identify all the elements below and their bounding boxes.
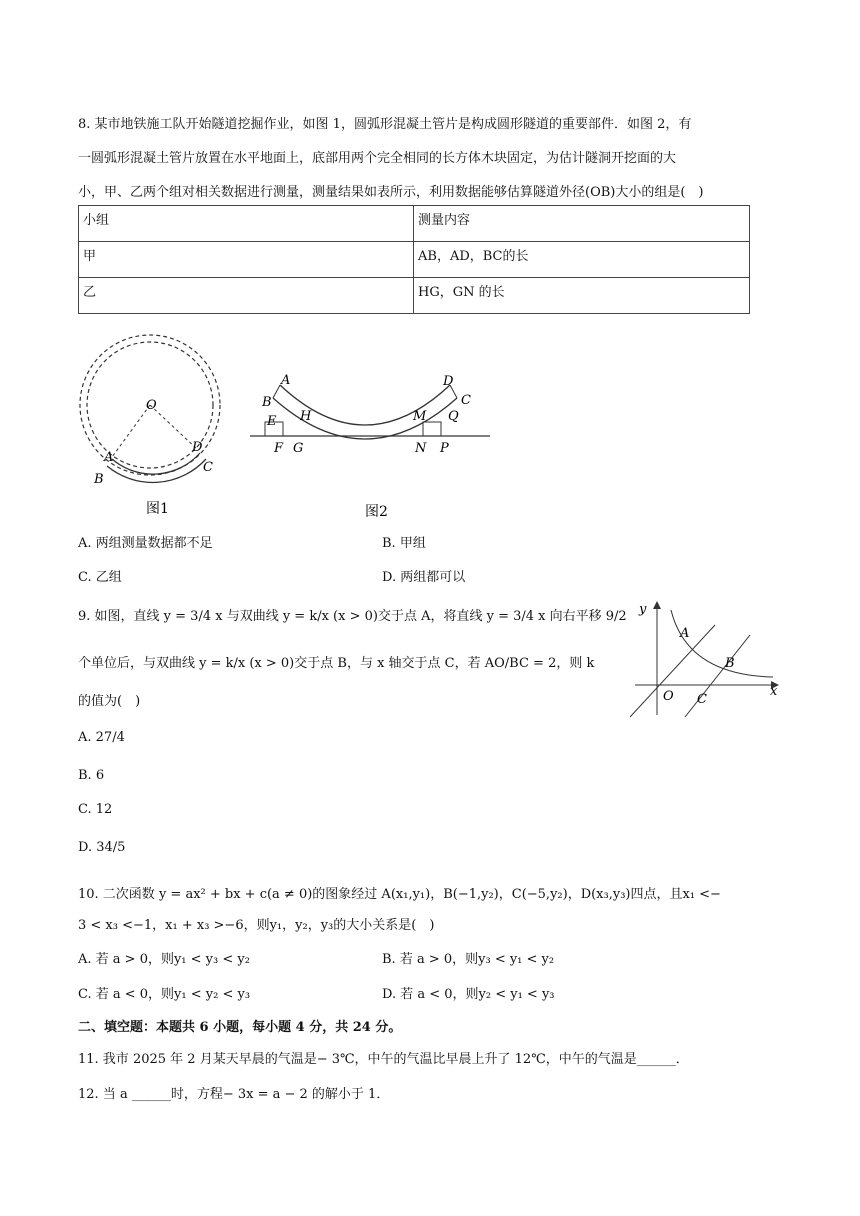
q10-option-b: B. 若 a > 0，则y₃ < y₁ < y₂	[382, 952, 555, 967]
q8-line3: 小，甲、乙两个组对相关数据进行测量，测量结果如表所示，利用数据能够估算隧道外径(OB)大小的组是( )	[78, 185, 704, 200]
q9-option-c: C. 12	[78, 802, 113, 817]
table-row	[79, 206, 750, 242]
fig2-label: G	[293, 441, 304, 456]
fig2-label: D	[443, 374, 454, 389]
fig2-label: H	[300, 409, 312, 424]
table-header-content: 测量内容	[414, 206, 750, 242]
q9-option-b: B. 6	[78, 768, 105, 783]
q8-line2: 一圆弧形混凝土管片放置在水平地面上，底部用两个完全相同的长方体木块固定，为估计隧洞开挖面的大	[78, 151, 677, 166]
fig2-label: Q	[448, 409, 459, 424]
q9-line3: 的值为( )	[78, 694, 141, 709]
q9-graph-label: O	[663, 689, 674, 704]
q10-line1: 10. 二次函数 y = ax² + bx + c(a ≠ 0)的图象经过 A(x₁,y₁)，B(−1,y₂)，C(−5,y₂)，D(x₃,y₃)四点，且x₁ <−	[78, 887, 721, 902]
q9-graph-label: A	[680, 626, 690, 641]
table-row	[79, 242, 750, 278]
table-cell: AB，AD，BC的长	[414, 242, 750, 278]
q8-option-b: B. 甲组	[382, 536, 426, 551]
table-cell: 甲	[79, 242, 414, 278]
measurement-table	[78, 205, 750, 314]
fig1-label: B	[94, 472, 104, 487]
q8-option-d: D. 两组都可以	[382, 570, 466, 585]
fig2-label: F	[274, 441, 284, 456]
q8-line1: 8. 某市地铁施工队开始隧道挖掘作业，如图 1，圆弧形混凝土管片是构成圆形隧道的重要部件．如图 2，有	[78, 117, 692, 132]
fig2-label: A	[281, 373, 291, 388]
fig1-label: O	[146, 398, 157, 413]
q10-option-d: D. 若 a < 0，则y₂ < y₁ < y₃	[382, 987, 555, 1002]
table-header-group: 小组	[79, 206, 414, 242]
q11-text: 11. 我市 2025 年 2 月某天早晨的气温是− 3℃，中午的气温比早晨上升了 12℃，中午的气温是______．	[78, 1052, 689, 1067]
q9-line2: 个单位后，与双曲线 y = k/x (x > 0)交于点 B，与 x 轴交于点 C，若 AO/BC = 2，则 k	[78, 656, 595, 671]
q10-line2: 3 < x₃ <−1，x₁ + x₃ >−6，则y₁，y₂，y₃的大小关系是( )	[78, 918, 435, 933]
fig2-label: M	[413, 409, 427, 424]
q8-option-c: C. 乙组	[78, 570, 122, 585]
figure-1	[70, 325, 230, 525]
q9-graph-label: B	[725, 656, 735, 671]
fig1-caption: 图1	[146, 501, 169, 517]
table-row	[79, 278, 750, 314]
q9-option-d: D. 34/5	[78, 840, 126, 855]
table-cell: 乙	[79, 278, 414, 314]
q9-option-a: A. 27/4	[78, 730, 125, 745]
q9-graph-label: C	[697, 692, 707, 707]
figure-2	[245, 370, 495, 525]
fig2-label: P	[440, 441, 449, 456]
fig2-caption: 图2	[365, 504, 388, 520]
q10-option-a: A. 若 a > 0，则y₁ < y₃ < y₂	[78, 952, 250, 967]
table-cell: HG，GN 的长	[414, 278, 750, 314]
q9-graph-label: x	[770, 684, 778, 699]
q9-graph	[625, 595, 785, 725]
q8-option-a: A. 两组测量数据都不足	[78, 536, 213, 551]
section-heading: 二、填空题：本题共 6 小题，每小题 4 分，共 24 分。	[78, 1020, 402, 1035]
fig1-label: C	[203, 460, 213, 475]
q9-line1: 9. 如图，直线 y = 3/4 x 与双曲线 y = k/x (x > 0)交于点 A，将直线 y = 3/4 x 向右平移 9/2	[78, 609, 627, 624]
fig1-label: A	[104, 450, 114, 465]
fig2-label: N	[415, 441, 427, 456]
fig2-label: B	[262, 395, 272, 410]
q9-graph-label: y	[639, 602, 647, 617]
q10-option-c: C. 若 a < 0，则y₁ < y₂ < y₃	[78, 987, 251, 1002]
fig2-label: C	[461, 393, 471, 408]
fig2-label: E	[267, 414, 277, 429]
fig1-label: D	[192, 440, 203, 455]
q12-text: 12. 当 a ______时，方程− 3x = a − 2 的解小于 1．	[78, 1087, 390, 1102]
